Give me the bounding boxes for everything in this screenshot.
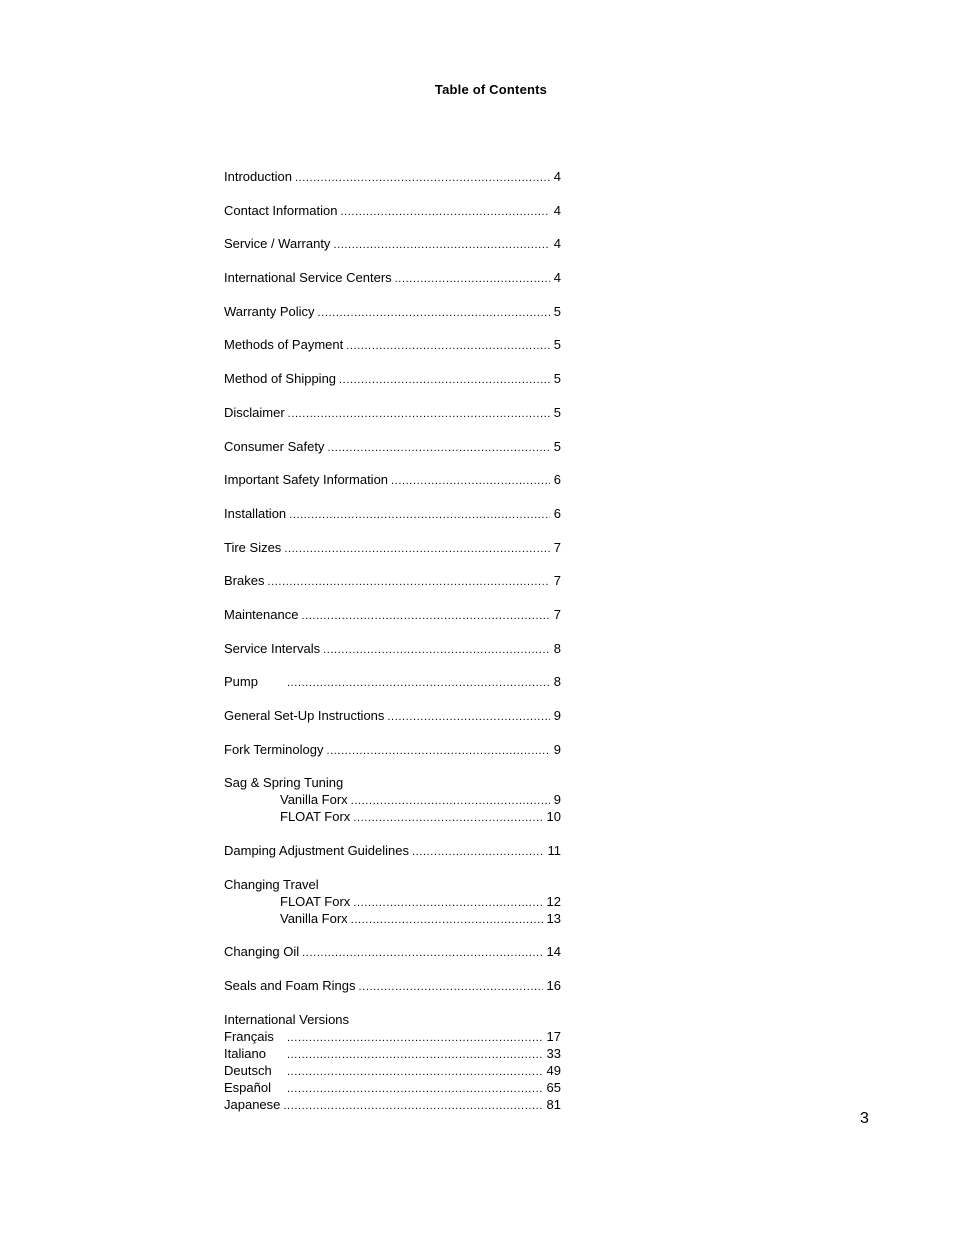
- toc-entry-label: Français: [224, 1028, 274, 1044]
- leader-dots: [287, 675, 550, 692]
- toc-entry-page: 49: [546, 1062, 561, 1078]
- toc-entry: [224, 471, 561, 488]
- toc-subentry: [224, 893, 561, 910]
- toc-subentry: [224, 1045, 561, 1062]
- toc-entry: [224, 404, 561, 421]
- toc-entry-page: 12: [546, 893, 561, 909]
- toc-subentry: [224, 910, 561, 927]
- leader-dots: [323, 642, 550, 659]
- toc-entry-label: Method of Shipping: [224, 371, 337, 387]
- toc-entry: [224, 269, 561, 286]
- toc-entry-label: Damping Adjustment Guidelines: [224, 843, 409, 859]
- toc-entry-label: Consumer Safety: [224, 438, 325, 454]
- toc-subentry: [224, 791, 561, 808]
- toc-entry-page: 8: [553, 640, 561, 656]
- toc-entry-label: Maintenance: [224, 606, 299, 622]
- toc-entry-page: 33: [546, 1045, 561, 1061]
- toc-entry: [224, 606, 561, 623]
- toc-entry-page: 4: [553, 169, 561, 184]
- toc-entry-page: 7: [553, 606, 561, 622]
- toc-entry-label: International Service Centers: [224, 270, 392, 286]
- toc-entry-label: Japanese: [224, 1096, 281, 1112]
- toc-entry-label: Service / Warranty: [224, 236, 331, 252]
- toc-section-heading-sag: Sag & Spring Tuning: [224, 775, 344, 791]
- leader-dots: [340, 204, 549, 221]
- toc-entry-page: 4: [553, 236, 561, 252]
- toc-entry-page: 65: [546, 1079, 561, 1095]
- toc-entry-label: Important Safety Information: [224, 472, 389, 488]
- toc-entry-page: 8: [553, 674, 561, 690]
- leader-dots: [287, 1030, 543, 1047]
- leader-dots: [302, 945, 542, 962]
- leader-dots: [339, 372, 550, 389]
- toc-section-heading-travel: Changing Travel: [224, 876, 319, 892]
- toc-entry-page: 5: [553, 337, 561, 353]
- toc-entry-label: Italiano: [224, 1045, 266, 1061]
- leader-dots: [287, 1064, 543, 1081]
- toc-entry-page: 7: [553, 573, 561, 589]
- toc-entry-page: 5: [553, 438, 561, 454]
- toc-entry-label: Methods of Payment: [224, 337, 344, 353]
- leader-dots: [267, 574, 549, 591]
- toc-entry-label: Warranty Policy: [224, 303, 315, 319]
- toc-entry: [224, 707, 561, 724]
- leader-dots: [359, 979, 543, 996]
- toc-entry: [224, 741, 561, 758]
- toc-entry-label: Tire Sizes: [224, 539, 282, 555]
- leader-dots: [295, 170, 550, 187]
- toc-entry-label: Vanilla Forx: [280, 792, 348, 808]
- toc-entry-page: 10: [546, 809, 561, 825]
- toc-entry-page: 4: [553, 270, 561, 286]
- toc-entry: [224, 943, 561, 960]
- toc-subentry: [224, 1079, 561, 1096]
- leader-dots: [289, 507, 550, 524]
- toc-entry-page: 17: [546, 1028, 561, 1044]
- leader-dots: [387, 709, 549, 726]
- toc-entry: [224, 673, 561, 690]
- toc-entry-label: Fork Terminology: [224, 741, 324, 757]
- toc-entry-page: 13: [546, 910, 561, 926]
- toc-entry-page: 5: [553, 404, 561, 420]
- toc-entry-page: 5: [553, 303, 561, 319]
- toc-entry-page: 7: [553, 539, 561, 555]
- page-number: 3: [860, 1110, 869, 1127]
- leader-dots: [287, 1047, 543, 1064]
- toc-entry-page: 16: [546, 978, 561, 994]
- toc-entry-page: 9: [553, 708, 561, 723]
- toc-entry: [224, 370, 561, 387]
- toc-subentry: [224, 1096, 561, 1113]
- toc-entry: [224, 572, 561, 589]
- toc-entry-label: Introduction: [224, 169, 292, 184]
- toc-entry-label: Service Intervals: [224, 640, 321, 656]
- toc-entry: [224, 539, 561, 556]
- leader-dots: [326, 743, 549, 760]
- toc-entry-label: Seals and Foam Rings: [224, 978, 356, 994]
- leader-dots: [301, 608, 549, 625]
- leader-dots: [327, 440, 549, 457]
- leader-dots: [318, 305, 550, 322]
- toc-entry-page: 14: [546, 944, 561, 960]
- leader-dots: [353, 895, 542, 912]
- leader-dots: [412, 844, 544, 861]
- toc-entry: [224, 168, 561, 185]
- toc-entry: [224, 336, 561, 353]
- leader-dots: [395, 271, 550, 288]
- toc-entry-label: Pump: [224, 674, 258, 690]
- toc-entry: [224, 842, 561, 859]
- leader-dots: [351, 793, 550, 810]
- leader-dots: [346, 338, 550, 355]
- toc-entry-label: Changing Oil: [224, 944, 300, 960]
- leader-dots: [283, 1098, 542, 1115]
- toc-entry-page: 4: [553, 202, 561, 218]
- toc-entry-label: Brakes: [224, 573, 265, 589]
- toc-entry: [224, 640, 561, 657]
- leader-dots: [353, 810, 542, 827]
- toc-entry-label: Deutsch: [224, 1062, 272, 1078]
- toc-entry: [224, 202, 561, 219]
- leader-dots: [287, 1081, 543, 1098]
- toc-entry: [224, 505, 561, 522]
- toc-section-heading-international: International Versions: [224, 1011, 350, 1027]
- toc-entry-page: 6: [553, 505, 561, 521]
- toc-entry-label: Installation: [224, 505, 287, 521]
- toc-entry-page: 5: [553, 371, 561, 387]
- leader-dots: [351, 912, 543, 929]
- toc-entry-page: 9: [553, 741, 561, 757]
- toc-subentry: [224, 808, 561, 825]
- toc-entry: [224, 303, 561, 320]
- toc-entry: [224, 977, 561, 994]
- toc-entry-page: 81: [546, 1096, 561, 1112]
- toc-entry-page: 9: [553, 792, 561, 808]
- toc-entry-label: Español: [224, 1079, 271, 1095]
- toc-subentry: [224, 1062, 561, 1079]
- toc-entry-label: General Set-Up Instructions: [224, 708, 385, 723]
- toc-entry-label: Disclaimer: [224, 404, 285, 420]
- toc-entry-page: 6: [553, 472, 561, 488]
- leader-dots: [284, 541, 549, 558]
- page-title: Table of Contents: [434, 82, 548, 97]
- toc-entry-label: FLOAT Forx: [280, 809, 351, 825]
- toc-entry-label: Contact Information: [224, 202, 338, 218]
- toc-entry: [224, 438, 561, 455]
- toc-entry-label: FLOAT Forx: [280, 893, 351, 909]
- leader-dots: [391, 473, 550, 490]
- toc-subentry: [224, 1028, 561, 1045]
- toc-entry: [224, 235, 561, 252]
- leader-dots: [333, 237, 549, 254]
- toc-entry-page: 11: [547, 843, 561, 859]
- table-of-contents: [224, 168, 561, 1113]
- toc-entry-label: Vanilla Forx: [280, 910, 348, 926]
- leader-dots: [288, 406, 550, 423]
